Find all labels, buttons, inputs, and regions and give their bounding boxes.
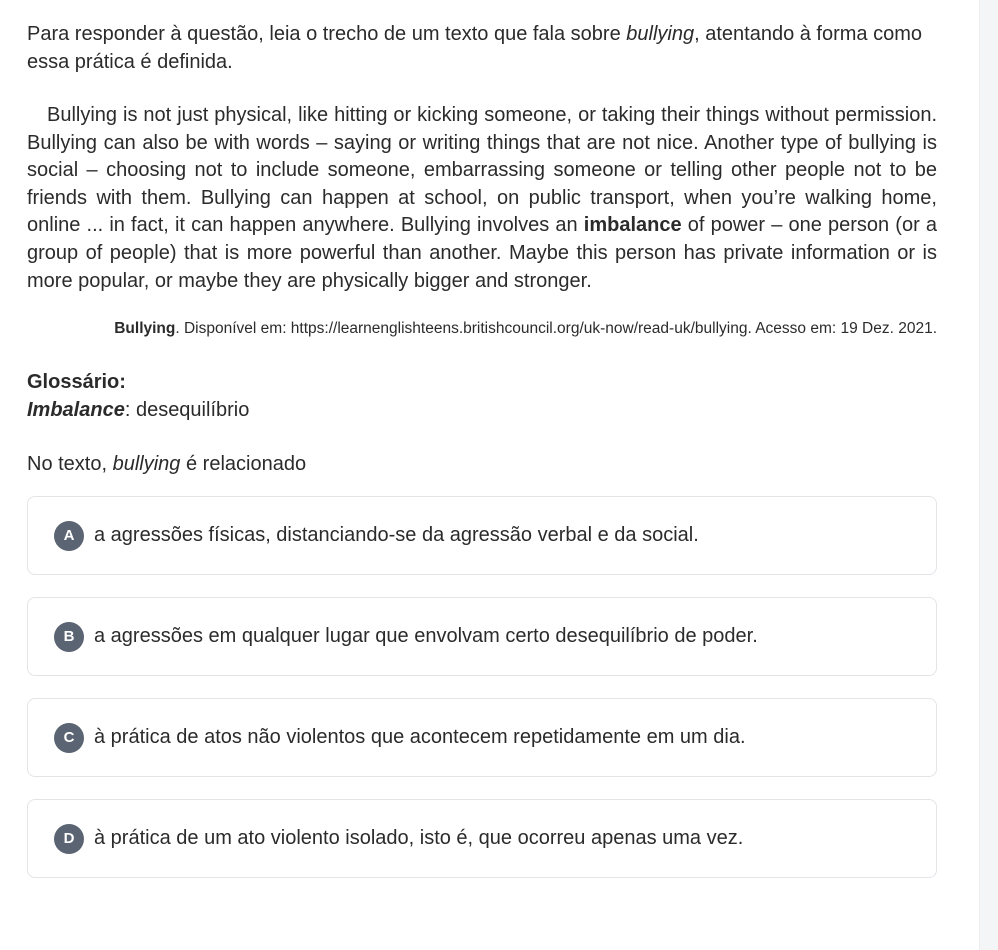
glossary-title: Glossário: <box>27 371 126 394</box>
passage-part: Bullying is not just physical, like hitting or kicking someone, or taking their things without permission. Bullying can also be with words – saying or writing things that are not nice. Another type of bullying is social – choosing not to include someone, embarrassing someone or telling other people not to be friends with them. Bullying can happen at school, on public transport, when you’re walking home, online ... in fact, it can happen anywhere. Bullying involves an <box>27 104 937 237</box>
option-letter-badge: C <box>54 723 84 753</box>
question-stem <box>27 450 937 478</box>
source-citation <box>27 315 937 342</box>
instruction-part: Para responder à questão, leia o trecho de um texto que fala sobre <box>27 23 627 45</box>
question-content <box>27 20 937 878</box>
option-a[interactable] <box>27 496 937 575</box>
option-text: à prática de um ato violento isolado, isto é, que ocorreu apenas uma vez. <box>94 827 744 850</box>
instruction-text <box>27 20 937 76</box>
option-letter-badge: A <box>54 521 84 551</box>
option-text: a agressões em qualquer lugar que envolvam certo desequilíbrio de poder. <box>94 625 758 648</box>
option-b[interactable] <box>27 597 937 676</box>
instruction-part: , atentando à forma como essa prática é definida. <box>27 23 923 73</box>
glossary-entry <box>27 396 937 424</box>
scrollbar[interactable] <box>979 0 998 950</box>
source-title: Bullying <box>114 320 176 338</box>
passage-part: of power – one person (or a group of people) that is more powerful than another. Maybe this person has private information or is more popular, or maybe they are physically bigger and stronger. <box>27 214 937 292</box>
source-text: . Disponível em: https://learnenglishteens.britishcouncil.org/uk-now/read-uk/bullying. Acesso em: 19 Dez. 2021. <box>175 320 937 338</box>
passage-bold-word: imbalance <box>583 214 682 237</box>
question-part: No texto, <box>27 453 113 476</box>
option-letter-badge: D <box>54 824 84 854</box>
instruction-italic: bullying <box>626 23 695 45</box>
question-italic: bullying <box>112 453 181 476</box>
answer-options <box>27 496 937 878</box>
glossary-term: Imbalance <box>27 399 125 422</box>
option-c[interactable] <box>27 698 937 777</box>
passage-text <box>27 102 937 295</box>
option-text: à prática de atos não violentos que acontecem repetidamente em um dia. <box>94 726 746 749</box>
option-d[interactable] <box>27 799 937 878</box>
question-part: é relacionado <box>180 453 307 476</box>
option-text: a agressões físicas, distanciando-se da agressão verbal e da social. <box>94 524 699 547</box>
glossary-definition: : desequilíbrio <box>124 399 250 422</box>
option-letter-badge: B <box>54 622 84 652</box>
